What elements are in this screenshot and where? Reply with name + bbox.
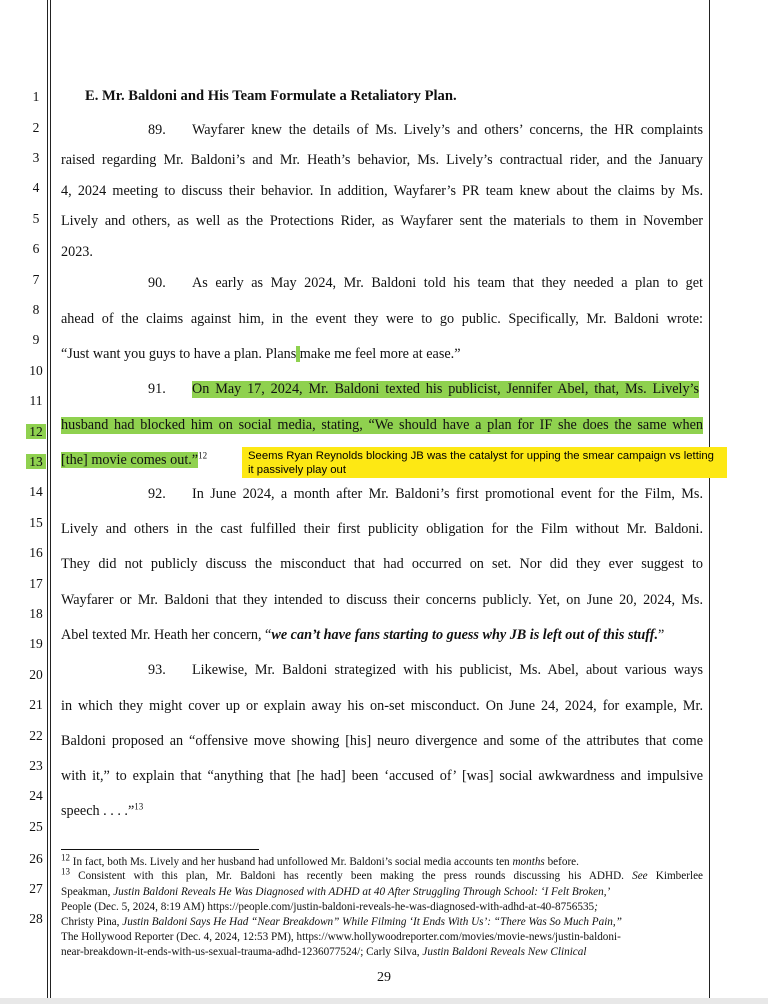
paragraph-90-line: “Just want you guys to have a plan. Plans make me feel more at ease.” [61,346,461,362]
footnote-13-line: People (Dec. 5, 2024, 8:19 AM) https://people.com/justin-baldoni-reveals-he-was-diagnosed-with-adhd-at-40-8756535; [61,901,598,913]
footnote-12: $^{12}$ In fact, both Ms. Lively and her husband had unfollowed Mr. Baldoni’s social media accounts ten months before. [61,852,579,868]
paragraph-89-line: 2023. [61,244,93,260]
right-margin-rule [709,0,710,1004]
line-number: 22 [29,728,43,743]
line-number: 1 [32,89,40,104]
line-number: 7 [32,272,40,287]
paragraph-92-line: Lively and others in the cast fulfilled their first publicity obligation for the Film without Mr. Baldoni. [61,521,703,537]
paragraph-92-line: Abel texted Mr. Heath her concern, “we can’t have fans starting to guess why JB is left out of this stuff.” [61,627,665,643]
line-number: 5 [32,211,40,226]
paragraph-89-line: raised regarding Mr. Baldoni’s and Mr. Heath’s behavior, Ms. Lively’s contractual rider, and the January [61,152,703,168]
footnote-separator [61,849,259,850]
line-number: 25 [29,819,43,834]
line-number: 21 [29,697,43,712]
bottom-bar [0,998,768,1004]
line-number-highlighted: 13 [18,454,54,470]
line-number-highlighted: 12 [18,424,54,440]
line-number: 9 [32,332,40,347]
line-number: 2 [32,120,40,135]
footnote-13-line: near-breakdown-it-ends-with-us-sexual-trauma-adhd-1236077524/; Carly Silva, Justin Baldoni Reveals New Clinical [61,946,587,958]
line-number: 20 [29,667,43,682]
line-number: 18 [29,606,43,621]
line-number: 14 [29,484,43,499]
footnote-13-line: Speakman, Justin Baldoni Reveals He Was Diagnosed with ADHD at 40 After Struggling Through School: ‘I Felt Broken,’ [61,886,611,898]
paragraph-93-line: with it,” to explain that “anything that [he had] been ‘accused of’ [was] social awkwardness and impulsive [61,768,703,784]
page-number: 29 [377,970,391,985]
footnote-13-line: The Hollywood Reporter (Dec. 4, 2024, 12:53 PM), https://www.hollywoodreporter.com/movies/movie-news/justin-baldoni- [61,931,621,943]
line-number: 23 [29,758,43,773]
line-number: 15 [29,515,43,530]
highlighted-text: husband had blocked him on social media, stating, “We should have a plan for IF she does the same when [61,417,703,433]
footnote-13-line: Christy Pina, Justin Baldoni Says He Had “Near Breakdown” While Filming ‘It Ends With Us’: “There Was So Much Pain,” [61,916,622,928]
line-number: 10 [29,363,43,378]
paragraph-91-line: 91. On May 17, 2024, Mr. Baldoni texted his publicist, Jennifer Abel, that, Ms. Lively’s [148,381,699,397]
line-number: 6 [32,241,40,256]
line-number: 3 [32,150,40,165]
paragraph-89-line: 89. Wayfarer knew the details of Ms. Lively’s and others’ concerns, the HR complaints [148,122,703,138]
paragraph-90-line: 90. As early as May 2024, Mr. Baldoni told his team that they needed a plan to get [148,275,703,291]
line-number: 19 [29,636,43,651]
section-heading: E. Mr. Baldoni and His Team Formulate a Retaliatory Plan. [85,88,457,104]
footnote-13: $^{13}$ Consistent with this plan, Mr. Baldoni has recently been making the press rounds discussing his ADHD. See Kimberlee [61,866,704,882]
paragraph-90-line: ahead of the claims against him, in the event they were to go public. Specifically, Mr. Baldoni wrote: [61,311,703,327]
highlighted-text: [the] movie comes out.” [61,452,199,468]
line-number: 16 [29,545,43,560]
line-number: 4 [32,180,40,195]
paragraph-93-line: speech . . . .”$^{13}$ [61,801,144,819]
annotation-note: Seems Ryan Reynolds blocking JB was the catalyst for upping the smear campaign vs letting it passively play out [242,447,727,478]
line-number: 27 [29,881,43,896]
paragraph-93-line: Baldoni proposed an “offensive move showing [his] neuro divergence and some of the attributes that come [61,733,703,749]
line-number: 8 [32,302,40,317]
line-number: 26 [29,851,43,866]
line-number: 11 [29,393,43,408]
paragraph-89-line: Lively and others, as well as the Protections Rider, as Wayfarer sent the materials to them in November [61,213,703,229]
paragraph-92-line: They did not publicly discuss the misconduct that had occurred on set. Nor did they ever suggest to [61,556,703,572]
line-number: 24 [29,788,43,803]
line-number: 17 [29,576,43,591]
paragraph-89-line: 4, 2024 meeting to discuss their behavior. In addition, Wayfarer’s PR team knew about the claims by Ms. [61,183,703,199]
paragraph-92-line: Wayfarer or Mr. Baldoni that they intended to discuss their concerns publicly. Yet, on June 20, 2024, Ms. [61,592,703,608]
paragraph-92-line: 92. In June 2024, a month after Mr. Baldoni’s first promotional event for the Film, Ms. [148,486,703,502]
line-number: 28 [29,911,43,926]
paragraph-93-line: 93. Likewise, Mr. Baldoni strategized with his publicist, Ms. Abel, about various ways [148,662,703,678]
highlighted-text: On May 17, 2024, Mr. Baldoni texted his publicist, Jennifer Abel, that, Ms. Lively’s [192,381,699,397]
paragraph-91-line: [the] movie comes out.”$^{12}$ [61,450,208,468]
paragraph-93-line: in which they might cover up or explain away his on-set misconduct. On June 24, 2024, for example, Mr. [61,698,703,714]
